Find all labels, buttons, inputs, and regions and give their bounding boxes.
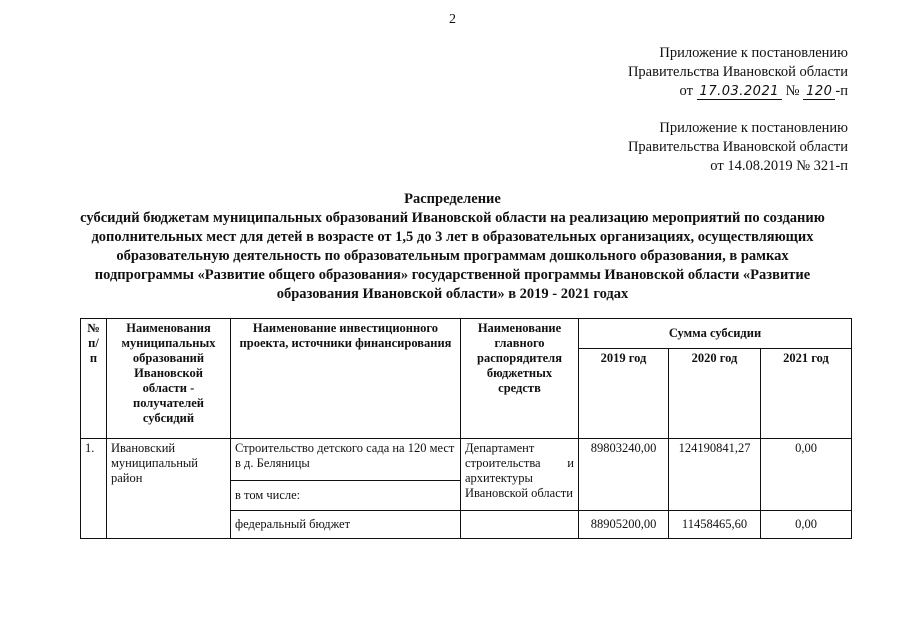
row-2020-value: 124190841,27 xyxy=(669,439,761,511)
title-line: подпрограммы «Развитие общего образования» государственной программы Ивановской области «Развитие xyxy=(94,267,811,283)
appendix-previous-line1: Приложение к постановлению xyxy=(659,120,848,136)
header-project: Наименование инвестиционного проекта, источники финансирования xyxy=(231,319,461,439)
row-federal-2021: 0,00 xyxy=(761,511,852,539)
appendix-previous-line2: Правительства Ивановской области xyxy=(627,139,848,155)
handwritten-date: 17.03.2021 xyxy=(697,84,782,100)
row-including-label: в том числе: xyxy=(231,481,461,511)
row-manager xyxy=(461,439,579,511)
header-sum: Сумма субсидии xyxy=(579,319,852,349)
document-title xyxy=(60,190,845,304)
row-project: Строительство детского сада на 120 мест в д. Беляницы xyxy=(231,439,461,481)
title-line: дополнительных мест для детей в возрасте от 1,5 до 3 лет в образовательных организациях, осуществляющих xyxy=(91,229,814,245)
manager-line: строительства и xyxy=(465,456,574,470)
row-federal-label: федеральный бюджет xyxy=(231,511,461,539)
row-2021-value: 0,00 xyxy=(761,439,852,511)
row-municipality: Ивановский муниципальный район xyxy=(107,439,231,539)
appendix-previous-line3: от 14.08.2019 № 321-п xyxy=(710,158,848,174)
appendix-current-date-line xyxy=(628,82,848,101)
title-line: образовательную деятельность по образовательным программам дошкольного образования, в рамках xyxy=(116,248,789,264)
manager-line: Департамент xyxy=(465,441,535,455)
row-federal-2020: 11458465,60 xyxy=(669,511,761,539)
header-municipality: Наименования муниципальных образований Ивановской области - получателей субсидий xyxy=(107,319,231,439)
row-num: 1. xyxy=(81,439,107,539)
title-heading: Распределение xyxy=(404,191,501,207)
header-2021: 2021 год xyxy=(761,349,852,439)
row-federal-manager xyxy=(461,511,579,539)
appendix-previous xyxy=(628,119,848,176)
title-line: субсидий бюджетам муниципальных образований Ивановской области на реализацию мероприятий по созданию xyxy=(80,210,825,226)
appendix-current xyxy=(628,44,848,101)
number-label: № xyxy=(785,83,800,99)
appendix-current-line2: Правительства Ивановской области xyxy=(627,64,848,80)
header-num: № п/п xyxy=(81,319,107,439)
title-line: образования Ивановской области» в 2019 - 2021 годах xyxy=(276,286,629,302)
header-manager: Наименование главного распорядителя бюджетных средств xyxy=(461,319,579,439)
number-suffix: -п xyxy=(835,83,848,99)
manager-line: архитектуры Ивановской области xyxy=(465,471,573,500)
handwritten-number: 120 xyxy=(803,84,835,100)
subsidy-table xyxy=(80,318,852,539)
from-label: от xyxy=(679,83,693,99)
appendix-current-line1: Приложение к постановлению xyxy=(659,45,848,61)
row-2019-value: 89803240,00 xyxy=(579,439,669,511)
header-2020: 2020 год xyxy=(669,349,761,439)
row-federal-2019: 88905200,00 xyxy=(579,511,669,539)
table-row xyxy=(81,439,852,481)
header-2019: 2019 год xyxy=(579,349,669,439)
page-number: 2 xyxy=(449,12,456,27)
